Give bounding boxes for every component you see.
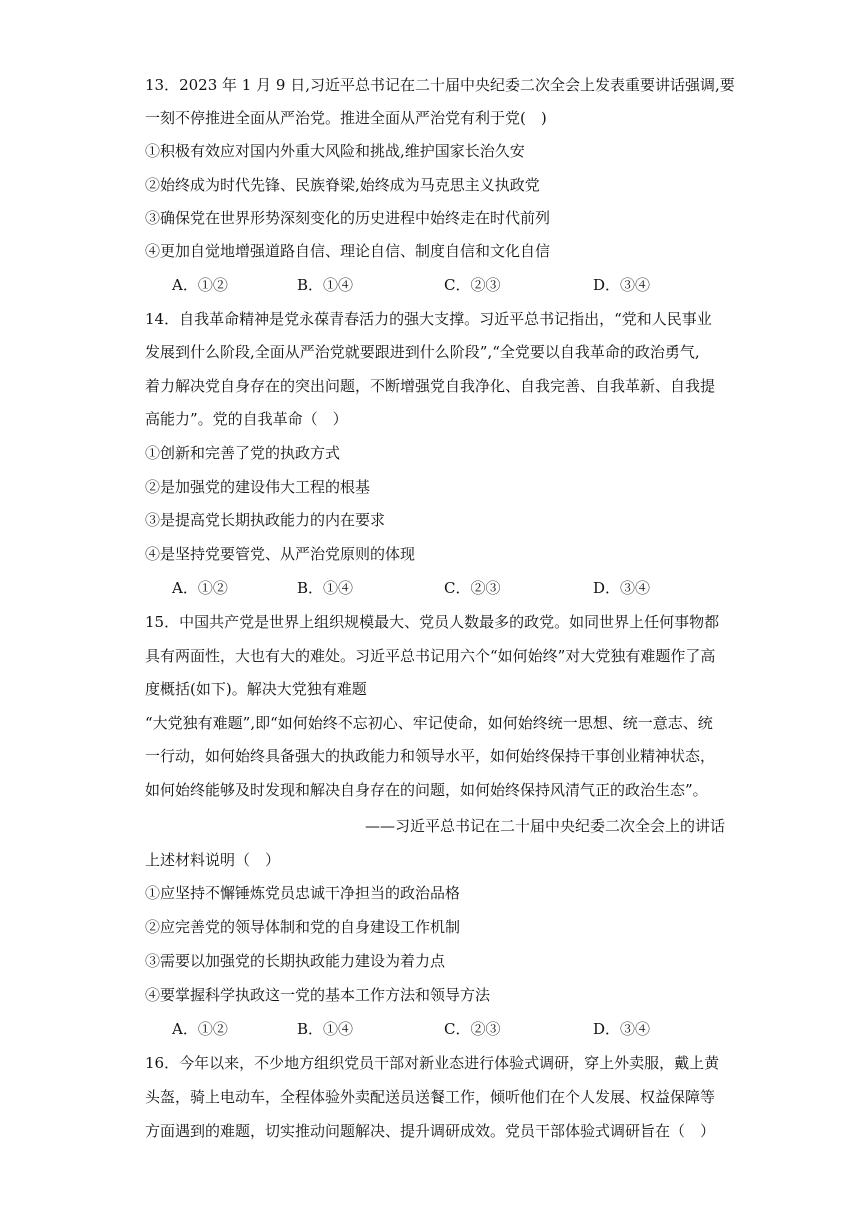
q13-option-d[interactable]: D．③④ — [593, 276, 651, 294]
q16-stem-line-2: 头盔，骑上电动车，全程体验外卖配送员送餐工作，倾听他们在个人发展、权益保障等 — [145, 1088, 716, 1106]
q15-prompt: 上述材料说明（ ） — [145, 851, 281, 869]
q14-item-2: ②是加强党的建设伟大工程的根基 — [145, 478, 371, 496]
q14-item-3: ③是提高党长期执政能力的内在要求 — [145, 511, 386, 529]
q13-stem-line-2: 一刻不停推进全面从严治党。推进全面从严治党有利于党( ) — [145, 109, 547, 127]
q14-stem-line-4: 高能力”。党的自我革命（ ） — [145, 410, 348, 428]
q15-quote-line-3: 如何始终能够及时发现和解决自身存在的问题，如何始终保持风清气正的政治生态”。 — [145, 781, 708, 799]
q15-item-3: ③需要以加强党的长期执政能力建设为着力点 — [145, 952, 446, 970]
q15-option-a[interactable]: A．①② — [172, 1020, 228, 1038]
q13-item-3: ③确保党在世界形势深刻变化的历史进程中始终走在时代前列 — [145, 209, 551, 227]
q16-stem-line-1: 16．今年以来，不少地方组织党员干部对新业态进行体验式调研，穿上外卖服，戴上黄 — [145, 1054, 720, 1072]
q15-option-d[interactable]: D．③④ — [593, 1020, 651, 1038]
q13-option-b[interactable]: B．①④ — [297, 276, 354, 294]
q15-option-c[interactable]: C．②③ — [444, 1020, 501, 1038]
q13-stem-line-1: 13．2023 年 1 月 9 日,习近平总书记在二十届中央纪委二次全会上发表重要讲话强调,要 — [145, 76, 735, 94]
q13-item-2: ②始终成为时代先锋、民族脊梁,始终成为马克思主义执政党 — [145, 176, 540, 194]
q15-option-b[interactable]: B．①④ — [297, 1020, 354, 1038]
q13-item-4: ④更加自觉地增强道路自信、理论自信、制度自信和文化自信 — [145, 242, 551, 260]
q14-option-d[interactable]: D．③④ — [593, 579, 651, 597]
q14-item-4: ④是坚持党要管党、从严治党原则的体现 — [145, 545, 416, 563]
q16-stem-line-3: 方面遇到的难题，切实推动问题解决、提升调研成效。党员干部体验式调研旨在（ ） — [145, 1122, 716, 1140]
q15-item-4: ④要掌握科学执政这一党的基本工作方法和领导方法 — [145, 986, 491, 1004]
q14-option-c[interactable]: C．②③ — [444, 579, 501, 597]
q14-option-a[interactable]: A．①② — [172, 579, 228, 597]
q15-quote-line-1: “大党独有难题”,即“如何始终不忘初心、牢记使命，如何始终统一思想、统一意志、统 — [145, 714, 713, 732]
q15-stem-line-1: 15．中国共产党是世界上组织规模最大、党员人数最多的政党。如同世界上任何事物都 — [145, 613, 720, 631]
q13-options — [172, 275, 732, 295]
q15-item-2: ②应完善党的领导体制和党的自身建设工作机制 — [145, 918, 461, 936]
q14-stem-line-2: 发展到什么阶段,全面从严治党就要跟进到什么阶段”,“全党要以自我革命的政治勇气, — [145, 343, 700, 361]
q14-item-1: ①创新和完善了党的执政方式 — [145, 444, 341, 462]
q15-stem-line-3: 度概括(如下)。解决大党独有难题 — [145, 680, 367, 698]
q13-option-c[interactable]: C．②③ — [444, 276, 501, 294]
q14-stem-line-1: 14．自我革命精神是党永葆青春活力的强大支撑。习近平总书记指出，“党和人民事业 — [145, 310, 712, 328]
q15-options — [172, 1019, 732, 1039]
q14-stem-line-3: 着力解决党自身存在的突出问题，不断增强党自我净化、自我完善、自我革新、自我提 — [145, 377, 716, 395]
q13-option-a[interactable]: A．①② — [172, 276, 228, 294]
q14-options — [172, 578, 732, 598]
q15-quote-source: ——习近平总书记在二十届中央纪委二次全会上的讲话 — [364, 817, 725, 835]
q15-quote-line-2: 一行动，如何始终具备强大的执政能力和领导水平，如何始终保持干事创业精神状态， — [145, 747, 716, 765]
q14-option-b[interactable]: B．①④ — [297, 579, 354, 597]
q15-stem-line-2: 具有两面性，大也有大的难处。习近平总书记用六个“如何始终”对大党独有难题作了高 — [145, 647, 716, 665]
q15-item-1: ①应坚持不懈锤炼党员忠诚干净担当的政治品格 — [145, 884, 461, 902]
q13-item-1: ①积极有效应对国内外重大风险和挑战,维护国家长治久安 — [145, 142, 525, 160]
